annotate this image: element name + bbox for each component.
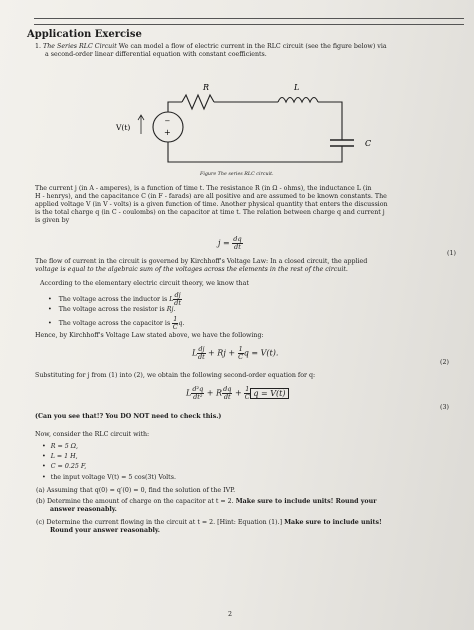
hence-line: Hence, by Kirchhoff's Voltage Law stated above, we have the following: (35, 332, 264, 339)
intro-line-1: 1. The Series RLC Circuit We can model a flow of electric current in the RLC circuit (see the figure below) via (35, 43, 387, 50)
equation-3: L $\frac{\text{d²q}}{\text{dt²}}$ + R $\frac{dq}{dt}$ + $\frac{1}{C}$ q = V(t) (186, 386, 289, 401)
source-minus: − (164, 117, 171, 125)
param-c: • C = 0.25 F, (42, 463, 86, 471)
c-label: C (365, 139, 372, 148)
capacitor-symbol (330, 140, 354, 146)
equation-3-tag: (3) (440, 404, 449, 411)
substitution-line: Substituting for j from (1) into (2), we obtain the following second-order equation for q: (35, 372, 316, 379)
inductor-symbol (278, 98, 318, 103)
intro-line-2: a second-order linear differential equation with constant coefficients. (45, 51, 267, 58)
equation-1: j = $\frac{dq}{dt}$ (218, 235, 242, 251)
section-heading: Application Exercise (27, 29, 142, 40)
para-line-3: applied voltage V (in V - volts) is a given function of time. Another physical quantity that enters the discussion (35, 201, 388, 208)
bullet-capacitor: • The voltage across the capacitor is $\frac{1}{C}$ q. (48, 316, 184, 331)
para-line-4: is the total charge q (in C - coulombs) on the capacitor at time t. The relation between charge q and current j (35, 209, 385, 216)
para-line-1: The current j (in A - amperes), is a function of time t. The resistance R (in Ω - ohms), the inductance L (in (35, 185, 372, 192)
part-c-line-2: Round your answer reasonably. (50, 527, 161, 534)
equation-2: L $\frac{dj}{dt}$ + Rj + $\frac{1}{C}$ q = V(t). (192, 345, 279, 361)
equation-1-tag: (1) (447, 250, 456, 257)
v-label: V(t) (116, 123, 131, 132)
kvl-line-2: voltage is equal to the algebraic sum of the voltages across the elements in the rest of the circuit. (35, 266, 348, 273)
param-voltage: • the input voltage V(t) = 5 cos(3t) Volts. (42, 474, 176, 482)
part-c: (c) Determine the current flowing in the circuit at t = 2. [Hint: Equation (1).] Make sure to include units! (36, 519, 382, 526)
check-note: (Can you see that!? You DO NOT need to check this.) (35, 413, 222, 420)
source-plus: + (164, 128, 171, 137)
figure-caption: Figure The series RLC circuit. (200, 172, 274, 177)
now-line: Now, consider the RLC circuit with: (35, 431, 150, 438)
part-b: (b) Determine the amount of charge on the capacitor at t = 2. Make sure to include units! Round your (36, 498, 377, 505)
resistor-symbol (182, 95, 214, 109)
kvl-line-1: The flow of current in the circuit is governed by Kirchhoff's Voltage Law: In a closed circuit, the applied (35, 258, 368, 265)
top-rule (34, 18, 464, 19)
bullet-resistor: • The voltage across the resistor is Rj. (48, 306, 176, 314)
equation-2-tag: (2) (440, 359, 449, 366)
page-number: 2 (228, 611, 233, 618)
param-r: • R = 5 Ω, (42, 443, 78, 451)
bullet-inductor: • The voltage across the inductor is L $\frac{dj}{dt}$ (48, 292, 182, 307)
l-label: L (294, 83, 300, 92)
para-line-5: is given by (35, 217, 70, 224)
para-line-2: H - henrys), and the capacitance C (in F - farads) are all positive and are assumed to be known constants. The (35, 193, 387, 200)
part-a: (a) Assuming that q(0) = q′(0) = 0, find the solution of the IVP. (36, 487, 236, 494)
according-line: According to the elementary electric circuit theory, we know that (40, 280, 249, 287)
part-b-line-2: answer reasonably. (50, 506, 117, 513)
r-label: R (203, 83, 210, 92)
param-l: • L = 1 H, (42, 453, 78, 461)
top-rule-2 (34, 24, 464, 25)
rlc-circuit-figure (110, 80, 400, 170)
